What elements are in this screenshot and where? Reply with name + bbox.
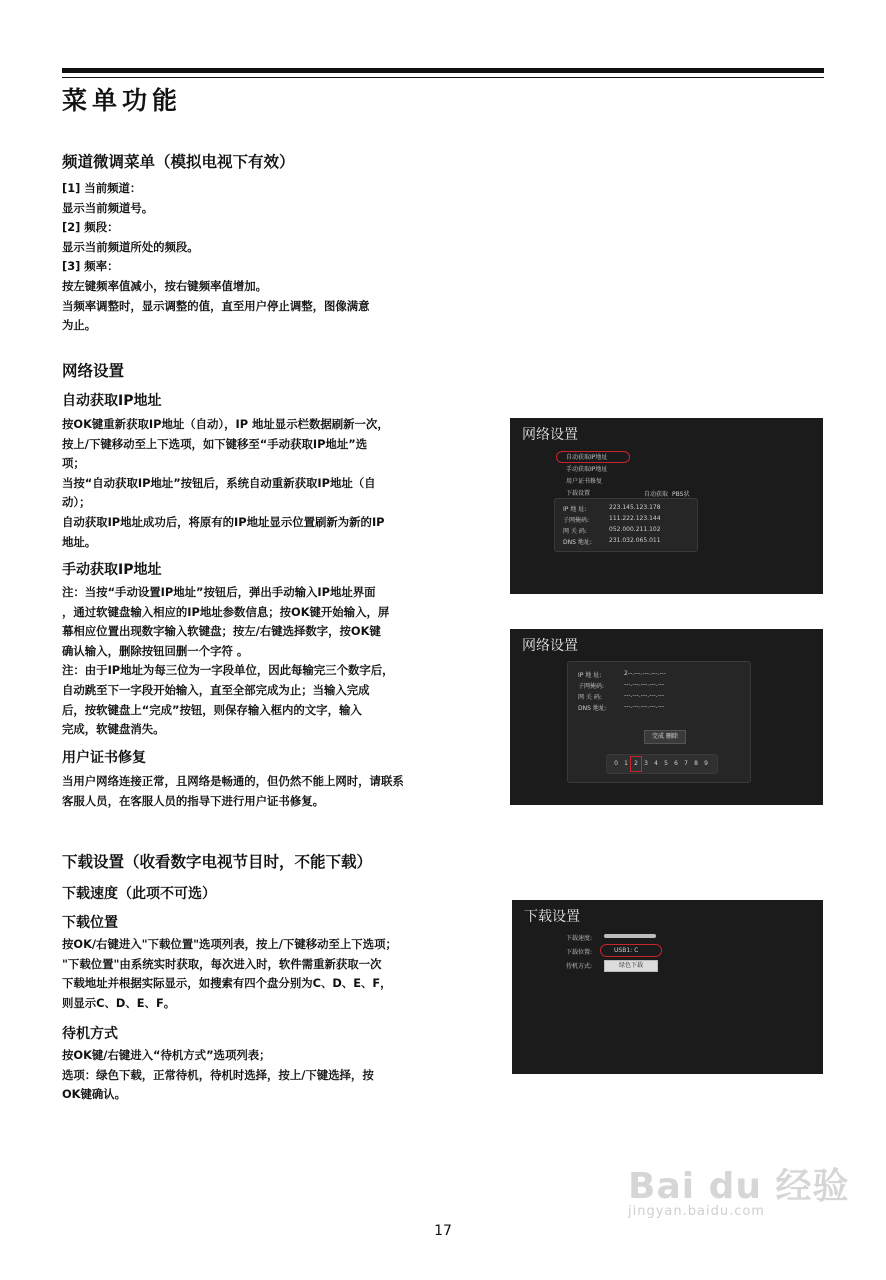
manual-ip-body: [62, 583, 472, 740]
text-line: 按左键频率值减小，按右键频率值增加。: [62, 278, 268, 293]
download-speed-bar: [604, 934, 656, 938]
menu-item-download[interactable]: 下载设置: [566, 490, 591, 497]
standby-value[interactable]: 绿色下载: [604, 960, 658, 972]
mask-label: 子网掩码:: [563, 517, 590, 524]
delete-button[interactable]: 删除: [665, 733, 678, 740]
standby-body: [62, 1046, 472, 1105]
mask-label: 子网掩码:: [578, 683, 605, 690]
mask-value: 111.222.123.144: [609, 515, 661, 522]
dns-label: DNS 地址:: [563, 539, 592, 546]
text-line: 客服人员，在客服人员的指导下进行用户证书修复。: [62, 793, 324, 808]
standby-label: 待机方式:: [566, 963, 593, 970]
ip-value: 223.145.123.178: [609, 504, 661, 511]
key-0[interactable]: 0: [614, 760, 618, 767]
menu-item-auto-ip[interactable]: 自动获取IP地址: [566, 454, 608, 461]
gateway-label: 网 关 码:: [563, 528, 587, 535]
key-5[interactable]: 5: [664, 760, 668, 767]
status-left: 自动获取: [644, 491, 669, 498]
text-line: "下载位置"由系统实时获取，每次进入时，软件需重新获取一次: [62, 956, 382, 971]
download-settings-screenshot: [512, 900, 823, 1074]
header-rule-thick: [62, 68, 824, 73]
text-line: 当频率调整时，显示调整的值，直至用户停止调整，图像满意: [62, 298, 370, 313]
dns-value: 231.032.065.011: [609, 537, 661, 544]
menu-item-cert[interactable]: 用户证书修复: [566, 478, 603, 485]
text-line: 完成，软键盘消失。: [62, 722, 165, 737]
status-right: PBS状: [672, 491, 690, 498]
text-line: 注：由于IP地址为每三位为一字段单位，因此每输完三个数字后，: [62, 663, 394, 678]
text-line: 按上/下键移动至上下选项，如下键移至“手动获取IP地址”选: [62, 436, 368, 451]
watermark-logo: Bai du 经验: [628, 1166, 850, 1207]
text-line: OK键确认。: [62, 1087, 127, 1102]
text-line: 当按“自动获取IP地址”按钮后，系统自动重新获取IP地址（自: [62, 475, 376, 490]
key-1[interactable]: 1: [624, 760, 628, 767]
screen-title: 网络设置: [522, 427, 578, 443]
network-heading: 网络设置: [62, 362, 125, 380]
text-line: 项；: [62, 456, 85, 471]
text-line: 地址。: [62, 534, 97, 549]
gateway-input[interactable]: ---.---.---.---.---: [624, 692, 665, 699]
ip-info-panel: [554, 498, 698, 552]
download-location-label: 下载位置:: [566, 949, 593, 956]
screen-title: 网络设置: [522, 638, 578, 654]
text-line: 为止。: [62, 318, 97, 333]
text-line: 显示当前频道号。: [62, 200, 154, 215]
screen-title: 下载设置: [524, 909, 580, 925]
text-line: [2] 频段：: [62, 220, 119, 235]
text-line: [1] 当前频道：: [62, 181, 142, 195]
key-7[interactable]: 7: [684, 760, 688, 767]
header-rule-thin: [62, 77, 824, 78]
page-number: 17: [434, 1223, 452, 1239]
fine-tune-heading: 频道微调菜单（模拟电视下有效）: [62, 153, 295, 171]
text-line: 注：当按“手动设置IP地址”按钮后，弹出手动输入IP地址界面: [62, 585, 376, 599]
text-line: 按OK键重新获取IP地址（自动），IP 地址显示栏数据刷新一次，: [62, 417, 389, 431]
dns-input[interactable]: ---.---.---.---.---: [624, 703, 665, 710]
network-auto-screenshot: [510, 418, 823, 594]
key-8[interactable]: 8: [694, 760, 698, 767]
text-line: 动）；: [62, 495, 91, 510]
ip-label: IP 地 址:: [578, 672, 602, 679]
page-title: 菜单功能: [62, 86, 183, 115]
ip-input[interactable]: 2--.---.---.---.---: [624, 670, 666, 677]
network-manual-screenshot: [510, 629, 823, 805]
text-line: 下载地址并根据实际显示，如搜索有四个盘分别为C、D、E、F，: [62, 976, 392, 991]
done-button[interactable]: 完成: [652, 733, 665, 740]
text-line: 按OK键/右键进入“待机方式”选项列表；: [62, 1048, 271, 1062]
text-line: 当用户网络连接正常，且网络是畅通的，但仍然不能上网时，请联系: [62, 774, 404, 788]
text-line: 按OK/右键进入"下载位置"选项列表，按上/下键移动至上下选项；: [62, 937, 397, 951]
ip-label: IP 地 址:: [563, 506, 587, 513]
text-line: 显示当前频道所处的频段。: [62, 239, 199, 254]
gateway-value: 052.000.211.102: [609, 526, 661, 533]
download-location-heading: 下载位置: [62, 915, 118, 931]
done-delete-buttons[interactable]: [644, 730, 686, 744]
key-3[interactable]: 3: [644, 760, 648, 767]
standby-heading: 待机方式: [62, 1026, 118, 1042]
key-9[interactable]: 9: [704, 760, 708, 767]
manual-ip-heading: 手动获取IP地址: [62, 562, 162, 578]
download-location-value[interactable]: USB1: C: [614, 947, 639, 954]
soft-keyboard: [606, 754, 718, 774]
text-line: ，通过软键盘输入相应的IP地址参数信息；按OK键开始输入，屏: [62, 604, 390, 619]
download-heading: 下载设置（收看数字电视节目时，不能下载）: [62, 853, 373, 871]
mask-input[interactable]: ---.---.---.---.---: [624, 681, 665, 688]
menu-item-manual-ip[interactable]: 手动获取IP地址: [566, 466, 608, 473]
auto-ip-body: [62, 415, 472, 552]
cert-heading: 用户证书修复: [62, 750, 146, 766]
key-2[interactable]: 2: [634, 760, 638, 767]
key-6[interactable]: 6: [674, 760, 678, 767]
cert-body: [62, 772, 472, 811]
key-4[interactable]: 4: [654, 760, 658, 767]
text-line: 确认输入，删除按钮回删一个字符 。: [62, 643, 249, 658]
text-line: 自动跳至下一字段开始输入，直至全部完成为止；当输入完成: [62, 682, 370, 697]
text-line: 选项：绿色下载，正常待机，待机时选择，按上/下键选择，按: [62, 1067, 374, 1082]
manual-ip-dialog: [567, 661, 751, 783]
text-line: [3] 频率：: [62, 259, 119, 274]
text-line: 后，按软键盘上“完成”按钮，则保存输入框内的文字，输入: [62, 702, 362, 717]
fine-tune-body: [62, 179, 472, 336]
download-speed-heading: 下载速度（此项不可选）: [62, 886, 216, 902]
text-line: 自动获取IP地址成功后，将原有的IP地址显示位置刷新为新的IP: [62, 514, 385, 529]
gateway-label: 网 关 码:: [578, 694, 602, 701]
watermark-url: jingyan.baidu.com: [628, 1204, 765, 1219]
text-line: 则显示C、D、E、F。: [62, 995, 176, 1010]
auto-ip-heading: 自动获取IP地址: [62, 393, 162, 409]
text-line: 幕相应位置出现数字输入软键盘；按左/右键选择数字，按OK键: [62, 624, 381, 639]
dns-label: DNS 地址:: [578, 705, 607, 712]
download-speed-label: 下载速度:: [566, 935, 593, 942]
download-location-body: [62, 935, 472, 1013]
baidu-watermark: [628, 1148, 850, 1228]
